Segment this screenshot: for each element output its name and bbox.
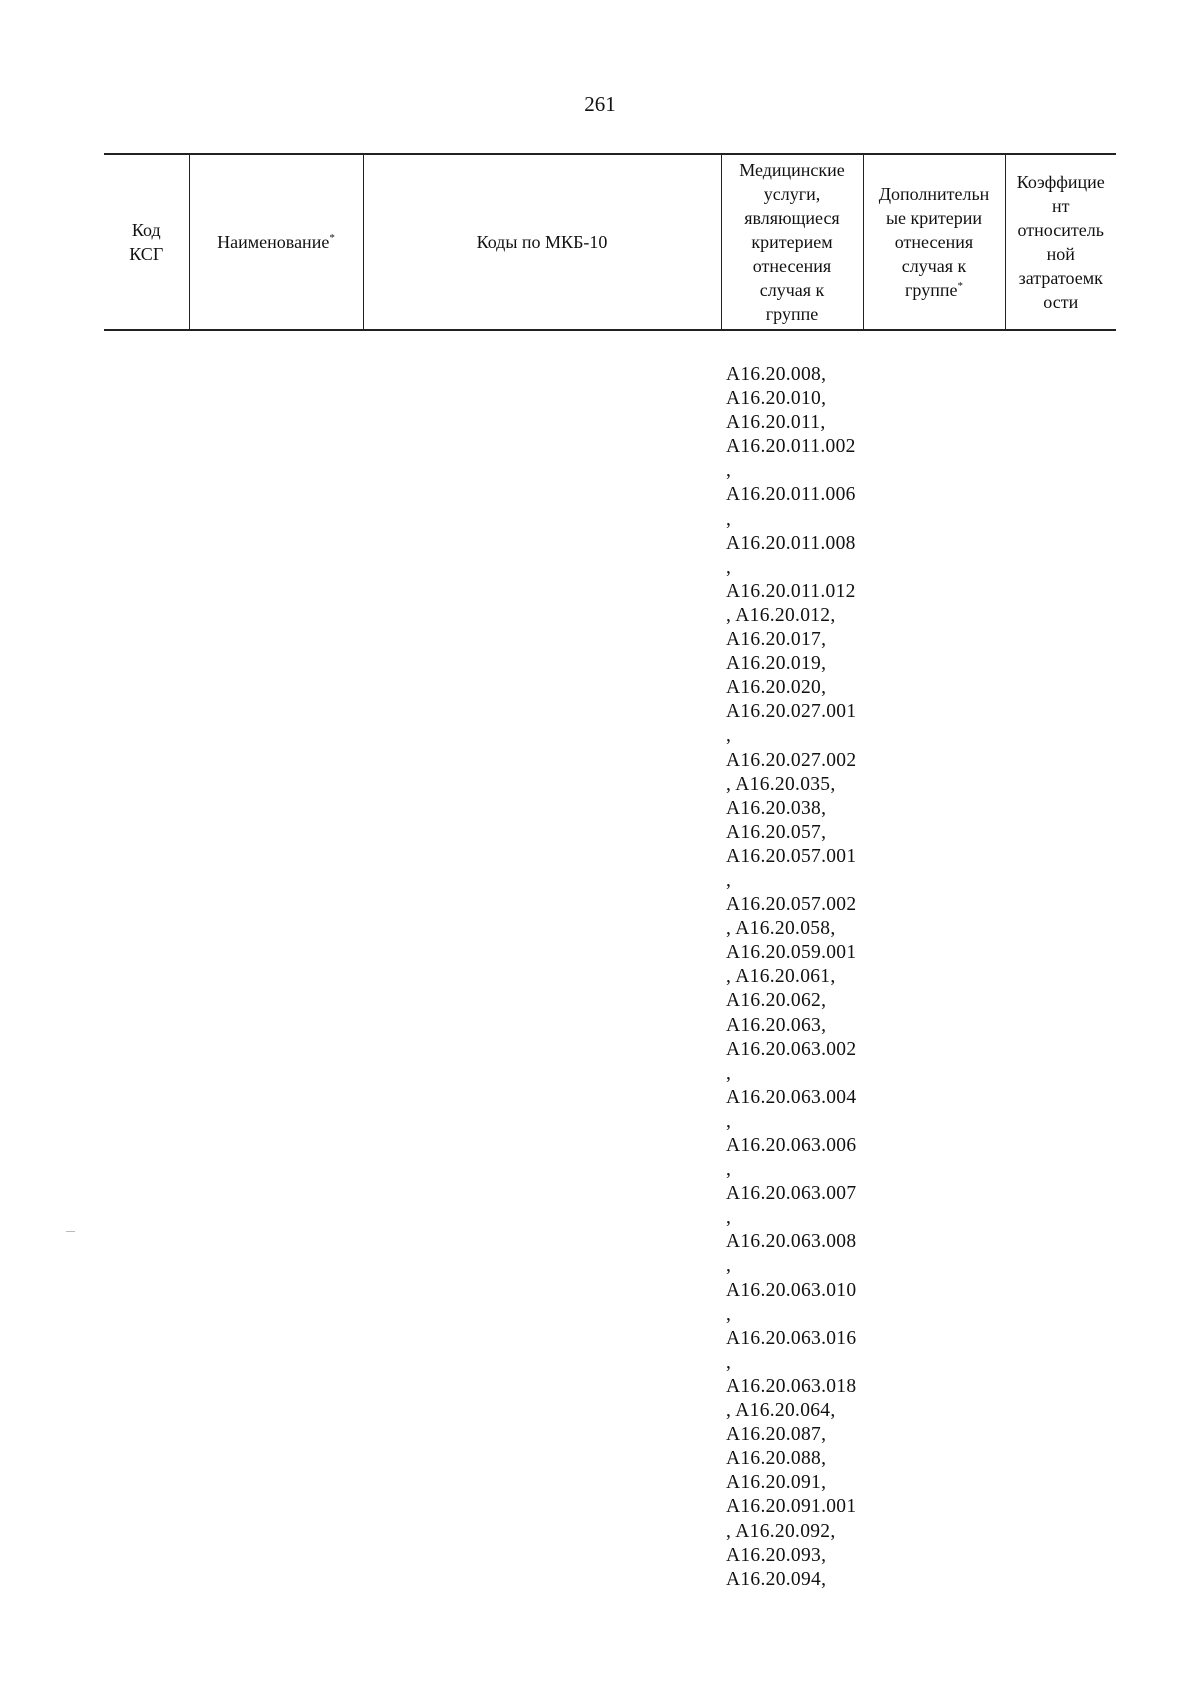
header-ksg-code: Код КСГ [104, 154, 189, 330]
service-code-line: A16.20.027.002 [726, 749, 857, 771]
service-code-line: , A16.20.064, [726, 1400, 836, 1422]
service-code-line: A16.20.008, [726, 364, 827, 385]
header-icd10-codes: Коды по МКБ-10 [363, 154, 721, 330]
service-code-line: A16.20.087, [726, 1424, 827, 1446]
service-code-line: , [726, 460, 732, 482]
service-code-line: A16.20.062, [726, 990, 827, 1012]
service-code-line: A16.20.010, [726, 388, 827, 410]
table-header-row [104, 154, 1116, 330]
service-code-line: , [726, 508, 732, 530]
service-code-line: , [726, 1303, 732, 1325]
scan-artifact-mark [66, 1231, 75, 1232]
service-code-line: A16.20.027.001 [726, 701, 857, 723]
service-code-line: A16.20.063.006 [726, 1135, 857, 1156]
service-code-line: A16.20.063.018 [726, 1375, 857, 1397]
service-code-line: A16.20.011.012 [726, 580, 856, 602]
service-code-line: , [726, 1255, 732, 1277]
ksg-table [104, 153, 1116, 1592]
service-code-line: A16.20.063.002 [726, 1038, 857, 1060]
service-code-line: A16.20.057.002 [726, 894, 857, 916]
page-number: 261 [584, 92, 616, 116]
service-code-line: A16.20.011.002 [726, 436, 856, 458]
service-code-line: A16.20.063.004 [726, 1086, 857, 1108]
service-code-line: A16.20.063.007 [726, 1183, 857, 1205]
service-code-line: A16.20.057.001 [726, 845, 857, 867]
service-code-line: , A16.20.035, [726, 773, 836, 795]
service-code-line: , A16.20.012, [726, 604, 836, 626]
service-code-line: , [726, 1207, 732, 1229]
service-code-line: A16.20.011.006 [726, 484, 856, 506]
service-code-line: , [726, 556, 732, 578]
header-additional-criteria: Дополнительн ые критерии отнесения случая к группе* [863, 154, 1005, 330]
service-code-line: A16.20.094, [726, 1568, 827, 1590]
service-code-line: , A16.20.092, [726, 1520, 836, 1542]
cell-ksg-code [104, 330, 189, 1592]
service-code-line: A16.20.091, [726, 1472, 827, 1494]
service-code-line: , [726, 1062, 732, 1084]
service-code-line: , A16.20.061, [726, 966, 836, 988]
cell-icd10-codes [363, 330, 721, 1592]
service-code-line: A16.20.011.008 [726, 532, 856, 554]
service-code-line: , [726, 1351, 732, 1373]
service-code-line: A16.20.063.016 [726, 1327, 857, 1349]
service-code-line: A16.20.057, [726, 821, 827, 843]
table-row [104, 330, 1116, 1592]
header-medical-services: Медицинские услуги, являющиеся критерием отнесения случая к группе [721, 154, 863, 330]
service-code-line: A16.20.059.001 [726, 942, 857, 964]
service-code-line: , [726, 869, 732, 891]
service-code-line: A16.20.091.001 [726, 1496, 857, 1518]
cell-additional-criteria [863, 330, 1005, 1592]
cell-name [189, 330, 363, 1592]
header-cost-coefficient: Коэффицие нт относитель ной затратоемк ости [1005, 154, 1116, 330]
service-code-line: A16.20.019, [726, 653, 827, 675]
service-code-line: , A16.20.058, [726, 918, 836, 940]
service-code-line: , [726, 1159, 732, 1181]
service-code-line: A16.20.088, [726, 1448, 827, 1470]
service-code-line: A16.20.063, [726, 1014, 827, 1036]
service-code-line: A16.20.020, [726, 677, 827, 699]
service-code-line: A16.20.011, [726, 412, 826, 434]
service-code-line: A16.20.017, [726, 629, 827, 651]
service-code-line: A16.20.093, [726, 1544, 827, 1566]
service-code-line: A16.20.063.008 [726, 1231, 857, 1253]
service-code-line: A16.20.038, [726, 797, 827, 819]
service-code-line: , [726, 725, 732, 747]
service-code-line: A16.20.063.010 [726, 1279, 857, 1301]
service-code-list [726, 363, 863, 1592]
header-name: Наименование* [189, 154, 363, 330]
cell-medical-services [721, 330, 863, 1592]
service-code-line: , [726, 1110, 732, 1132]
cell-cost-coefficient [1005, 330, 1116, 1592]
